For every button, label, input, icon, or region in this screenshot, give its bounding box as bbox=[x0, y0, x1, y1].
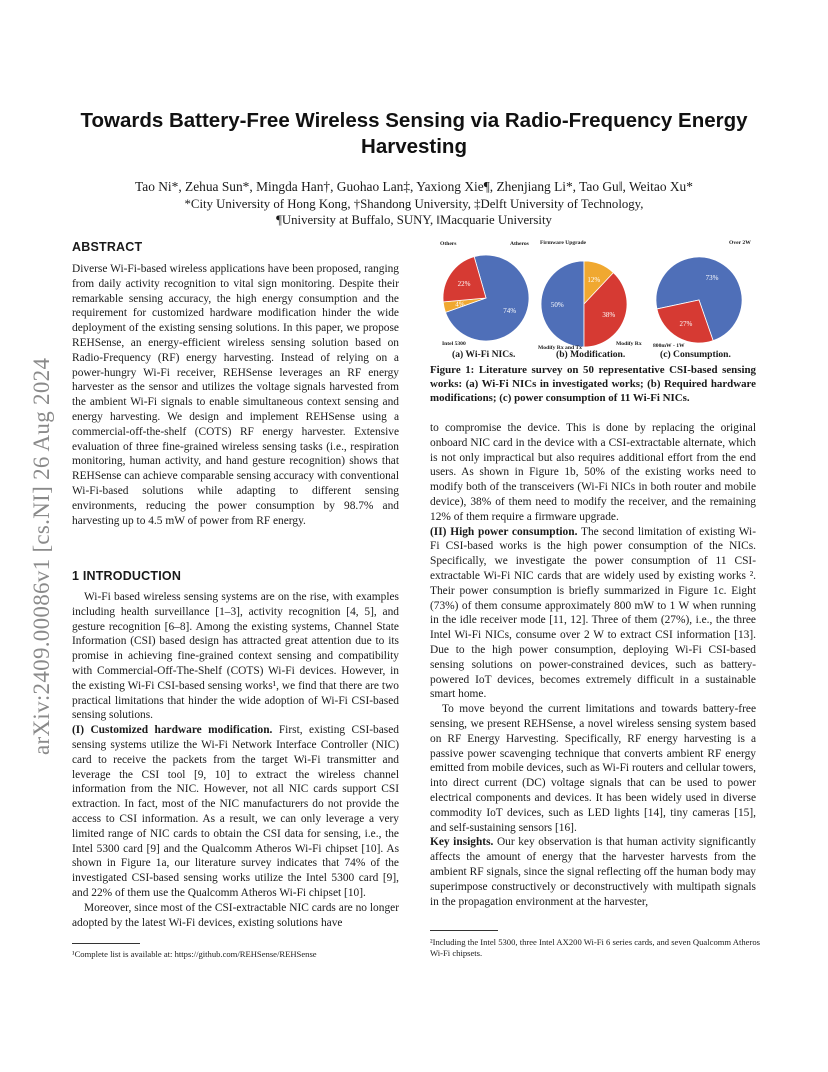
paper-title: Towards Battery-Free Wireless Sensing via Radio-Frequency Energy Harvesting bbox=[80, 109, 748, 158]
right-paragraph-2-text: The second limitation of existing Wi-Fi CSI-based works is the high power consumption of the NICs. Specifically, we investigate the power consumption of 11 CSI-extractable Wi-Fi NIC cards that are widely used by existing works ². Their power consumption is briefly summarized in Figure 1c. Eight (73%) of them consume approximately 800 mW to 1 W when running in the idle receiver mode [11, 12]. Three of them (27%), i.e., the three Intel Wi-Fi NICs, consume over 2 W to extract CSI information [13]. Due to the high power consumption, deploying Wi-Fi CSI-based sensing solutions on power-constrained devices, such as battery-powered IoT devices, becomes extremely difficult in a sustainable smart home. bbox=[430, 525, 756, 701]
figure-1-pies bbox=[430, 238, 756, 363]
abstract-text: Diverse Wi-Fi-based wireless applications have been proposed, ranging from daily activity recognition to vital sign monitoring. Despite their remarkable sensing accuracy, the high energy consumption and the requirement for customized hardware modification hinder the wide deployment of the existing sensing solutions. In this paper, we propose REHSense, an energy-efficient wireless sensing solution based on Radio-Frequency (RF) energy harvesting. Instead of relying on a power-hungry Wi-Fi receiver, REHSense leverages an RF energy harvester as the sensor and utilizes the voltage signals harvested from the ambient Wi-Fi signals to enable simultaneous context sensing and energy harvesting. We design and implement REHSense using a commercial-off-the-shelf (COTS) RF energy harvester. Extensive evaluation of three fine-grained wireless sensing tasks (i.e., respiration monitoring, human activity, and hand gesture recognition) shows that REHSense can achieve comparable sensing accuracy with conventional Wi-Fi-based solutions while adapting to different sensing environments, reducing the power consumption by 98.7% and harvesting up to 4.5 mW of power from RF energy. bbox=[72, 263, 399, 527]
abstract-heading: ABSTRACT bbox=[72, 240, 143, 254]
intro-paragraph-2-lead: (I) Customized hardware modification. bbox=[72, 724, 273, 737]
arxiv-identifier-text: arXiv:2409.00086v1 [cs.NI] 26 Aug 2024 bbox=[29, 357, 54, 755]
slice-name-label: 800mW - 1W bbox=[653, 343, 685, 349]
author-list: Tao Ni*, Zehua Sun*, Mingda Han†, Guohao Lan‡, Yaxiong Xie¶, Zhenjiang Li*, Tao Gu‖, Weitao Xu* bbox=[135, 179, 693, 194]
footnote-1: ¹Complete list is available at: https://github.com/REHSense/REHSense bbox=[72, 949, 317, 959]
introduction-body bbox=[72, 590, 399, 930]
slice-name-label: Firmware Upgrade bbox=[540, 240, 587, 246]
footnote-rule-right bbox=[430, 930, 498, 931]
slice-percent-label: 27% bbox=[679, 320, 693, 329]
slice-name-label: Modify Rx bbox=[616, 341, 642, 347]
right-column-body bbox=[430, 421, 756, 909]
right-paragraph-3: To move beyond the current limitations and towards battery-free sensing, we present REHSense, a novel wireless sensing system based on RF Energy Harvesting. Specifically, RF energy harvesting is a passive power scavenging technique that converts ambient RF energy emitted from mobile devices, such as Wi-Fi routers and cellular towers, into direct current (DC) voltage signals that can be used to power electrical components and devices. It has been widely used in diverse commodity IoT devices, such as LED lights [14], tiny cameras [15], and self-sustaining sensors [16]. bbox=[430, 703, 756, 834]
slice-percent-label: 74% bbox=[503, 307, 517, 316]
figure-1-caption: Figure 1: Literature survey on 50 representative CSI-based sensing works: (a) Wi-Fi NICs in investigated works; (b) Required hardware modifications; (c) power consumption of 11 Wi-Fi NICs. bbox=[430, 364, 756, 404]
right-paragraph-1: to compromise the device. This is done by replacing the original onboard NIC card in the device with a CSI-extractable alternate, which is not only impractical but also requires additional effort from the end users. As shown in Figure 1b, 50% of the existing works need to modify both of the transceivers (Wi-Fi NICs in both router and mobile device), 38% of them need to modify the receiver, and the remaining 12% of them require a firmware upgrade. bbox=[430, 422, 756, 523]
right-paragraph-4-text: Our key observation is that human activity significantly affects the amount of energy that the harvester harvests from the ambient RF signals, since the signal reflecting off the human body may superimpose constructively or deconstructively with multipath signals in the propagation environment at the harvester, bbox=[430, 836, 756, 908]
subcaption-a: (a) Wi-Fi NICs. bbox=[452, 349, 516, 360]
slice-name-label: Others bbox=[440, 241, 457, 247]
slice-percent-label: 38% bbox=[602, 310, 616, 319]
footnote-2: ²Including the Intel 5300, three Intel AX200 Wi-Fi 6 series cards, and seven Qualcomm Atheros Wi-Fi chipsets. bbox=[430, 937, 760, 958]
slice-percent-label: 4% bbox=[455, 300, 465, 309]
slice-percent-label: 12% bbox=[587, 276, 601, 285]
subcaption-c: (c) Consumption. bbox=[660, 349, 731, 360]
right-paragraph-4 bbox=[430, 835, 756, 909]
right-paragraph-4-lead: Key insights. bbox=[430, 836, 494, 849]
slice-name-label: Over 2W bbox=[729, 240, 751, 246]
slice-percent-label: 50% bbox=[550, 301, 564, 309]
footnote-rule-left bbox=[72, 943, 140, 944]
intro-paragraph-1: Wi-Fi based wireless sensing systems are on the rise, with examples including health surveillance [1–3], activity recognition [4, 5], and gesture recognition [6–8]. Among the existing systems, Channel State Information (CSI) based design has attracted great attention due to its promise in achieving fine-grained context sensing and compatibility with Commercial-Off-The-Shelf (COTS) Wi-Fi devices. However, in the existing Wi-Fi CSI-based sensing works¹, we find that there are two practical limitations that hinder the wide adoption of Wi-Fi CSI-based sensing solutions. bbox=[72, 591, 399, 722]
slice-name-label: Intel 5300 bbox=[442, 341, 466, 347]
right-paragraph-2-lead: (II) High power consumption. bbox=[430, 525, 578, 538]
abstract-body bbox=[72, 262, 399, 528]
introduction-heading: 1 INTRODUCTION bbox=[72, 569, 182, 583]
intro-paragraph-2-text: First, existing CSI-based sensing systems utilize the Wi-Fi Network Interface Controller (NIC) card to receive the packets from the target Wi-Fi transmitter and leverage the CSI tool [9, 10] to extract the wireless channel information from the NIC. However, not all NIC cards support CSI extraction. In fact, most of the NIC manufacturers do not provide the access to CSI information. As a result, we can only leverage a very limited range of NIC cards to obtain the CSI data for sensing, i.e., the Intel 5300 card [9] and the Qualcomm Atheros Wi-Fi chipset [10]. As shown in Figure 1a, our literature survey indicates that 74% of the investigated CSI-based sensing works utilize the Intel 5300 card [9], and 22% of them use the Qualcomm Atheros Wi-Fi chipset [10]. bbox=[72, 724, 399, 899]
slice-name-label: Modify Rx and Tx bbox=[538, 345, 582, 351]
intro-paragraph-2 bbox=[72, 723, 399, 901]
subcaption-b: (b) Modification. bbox=[556, 349, 626, 360]
intro-paragraph-3: Moreover, since most of the CSI-extractable NIC cards are no longer adopted by the latest Wi-Fi devices, existing solutions have bbox=[72, 901, 399, 929]
slice-name-label: Atheros bbox=[510, 241, 529, 247]
right-paragraph-2 bbox=[430, 525, 756, 703]
affiliations-line-1: *City University of Hong Kong, †Shandong University, ‡Delft University of Technology, bbox=[184, 197, 644, 211]
slice-percent-label: 73% bbox=[705, 273, 719, 282]
affiliations-line-2: ¶University at Buffalo, SUNY, ‖Macquarie University bbox=[276, 213, 552, 227]
slice-percent-label: 22% bbox=[457, 279, 471, 288]
arxiv-identifier bbox=[22, 290, 58, 760]
